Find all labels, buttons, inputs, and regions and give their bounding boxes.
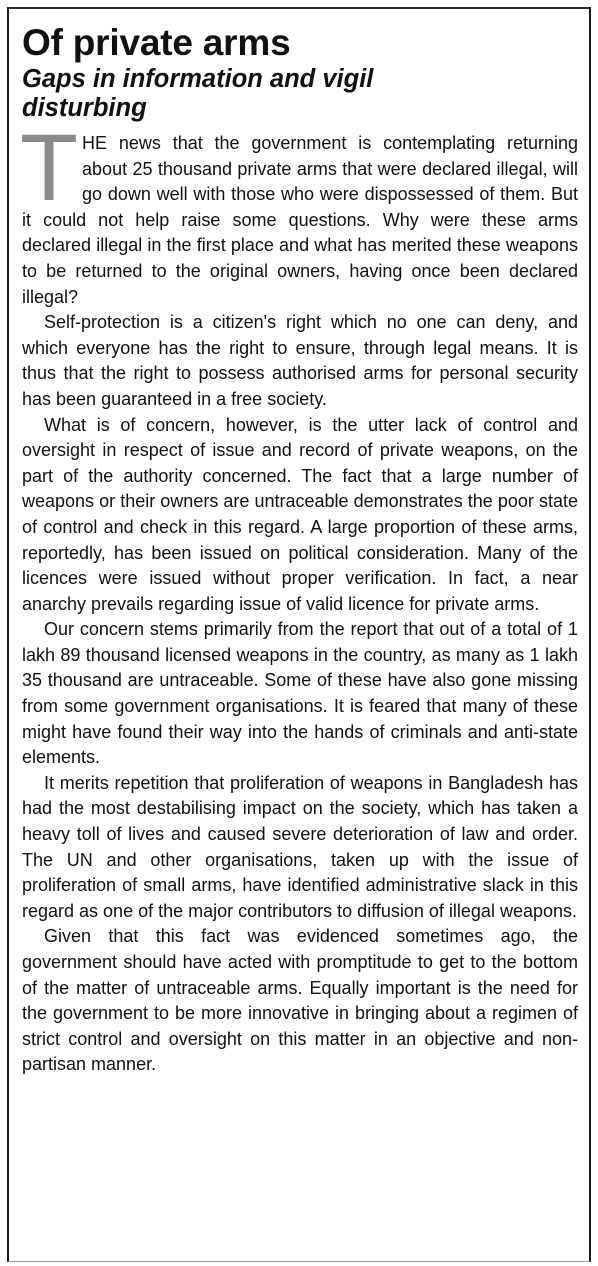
headline: Of private arms (22, 22, 291, 63)
paragraph-1-text: HE news that the government is contemplating returning about 25 thousand private arms that were declared illegal, will go down well with those who were dispossessed of them. But it could not help raise some questions. Why were these arms declared illegal in the first place and what has merited these weapons to be returned to the original owners, having once been declared illegal? (22, 133, 578, 307)
paragraph-2: Self-protection is a citizen's right which no one can deny, and which everyone has the right to ensure, through legal means. It is thus that the right to possess authorised arms for personal security has been guaranteed in a free society. (22, 312, 578, 409)
article-content (22, 21, 578, 1078)
paragraph-5: It merits repetition that proliferation of weapons in Bangladesh has had the most destabilising impact on the society, which has taken a heavy toll of lives and caused severe deterioration of law and order. The UN and other organisations, taken up with the issue of proliferation of small arms, have identified administrative slack in this regard as one of the major contributors to diffusion of illegal weapons. (22, 772, 578, 921)
top-rule (9, 7, 589, 9)
subheadline: Gaps in information and vigil disturbing (22, 65, 374, 122)
paragraph-3: What is of concern, however, is the utter lack of control and oversight in respect of issue and record of private weapons, on the part of the authority concerned. The fact that a large number of weapons or their owners are untraceable demonstrates the poor state of control and check in this regard. A large proportion of these arms, reportedly, has been issued on political consideration. Many of the licences were issued without proper verification. In fact, a near anarchy prevails regarding issue of valid licence for private arms. (22, 414, 578, 614)
paragraph-4: Our concern stems primarily from the report that out of a total of 1 lakh 89 thousand licensed weapons in the country, as many as 1 lakh 35 thousand are untraceable. Some of these have also gone missing from some government organisations. It is feared that many of these might have found their way into the hands of criminals and anti-state elements. (22, 619, 578, 768)
article-body (20, 115, 578, 1078)
paragraph-1 (20, 115, 578, 310)
article-frame (7, 7, 591, 1262)
paragraph-6: Given that this fact was evidenced sometimes ago, the government should have acted with promptitude to get to the bottom of the matter of untraceable arms. Equally important is the need for the government to be more innovative in bringing about a regimen of strict control and oversight on this matter in an objective and non-partisan manner. (22, 926, 578, 1075)
drop-cap: T (20, 115, 79, 221)
